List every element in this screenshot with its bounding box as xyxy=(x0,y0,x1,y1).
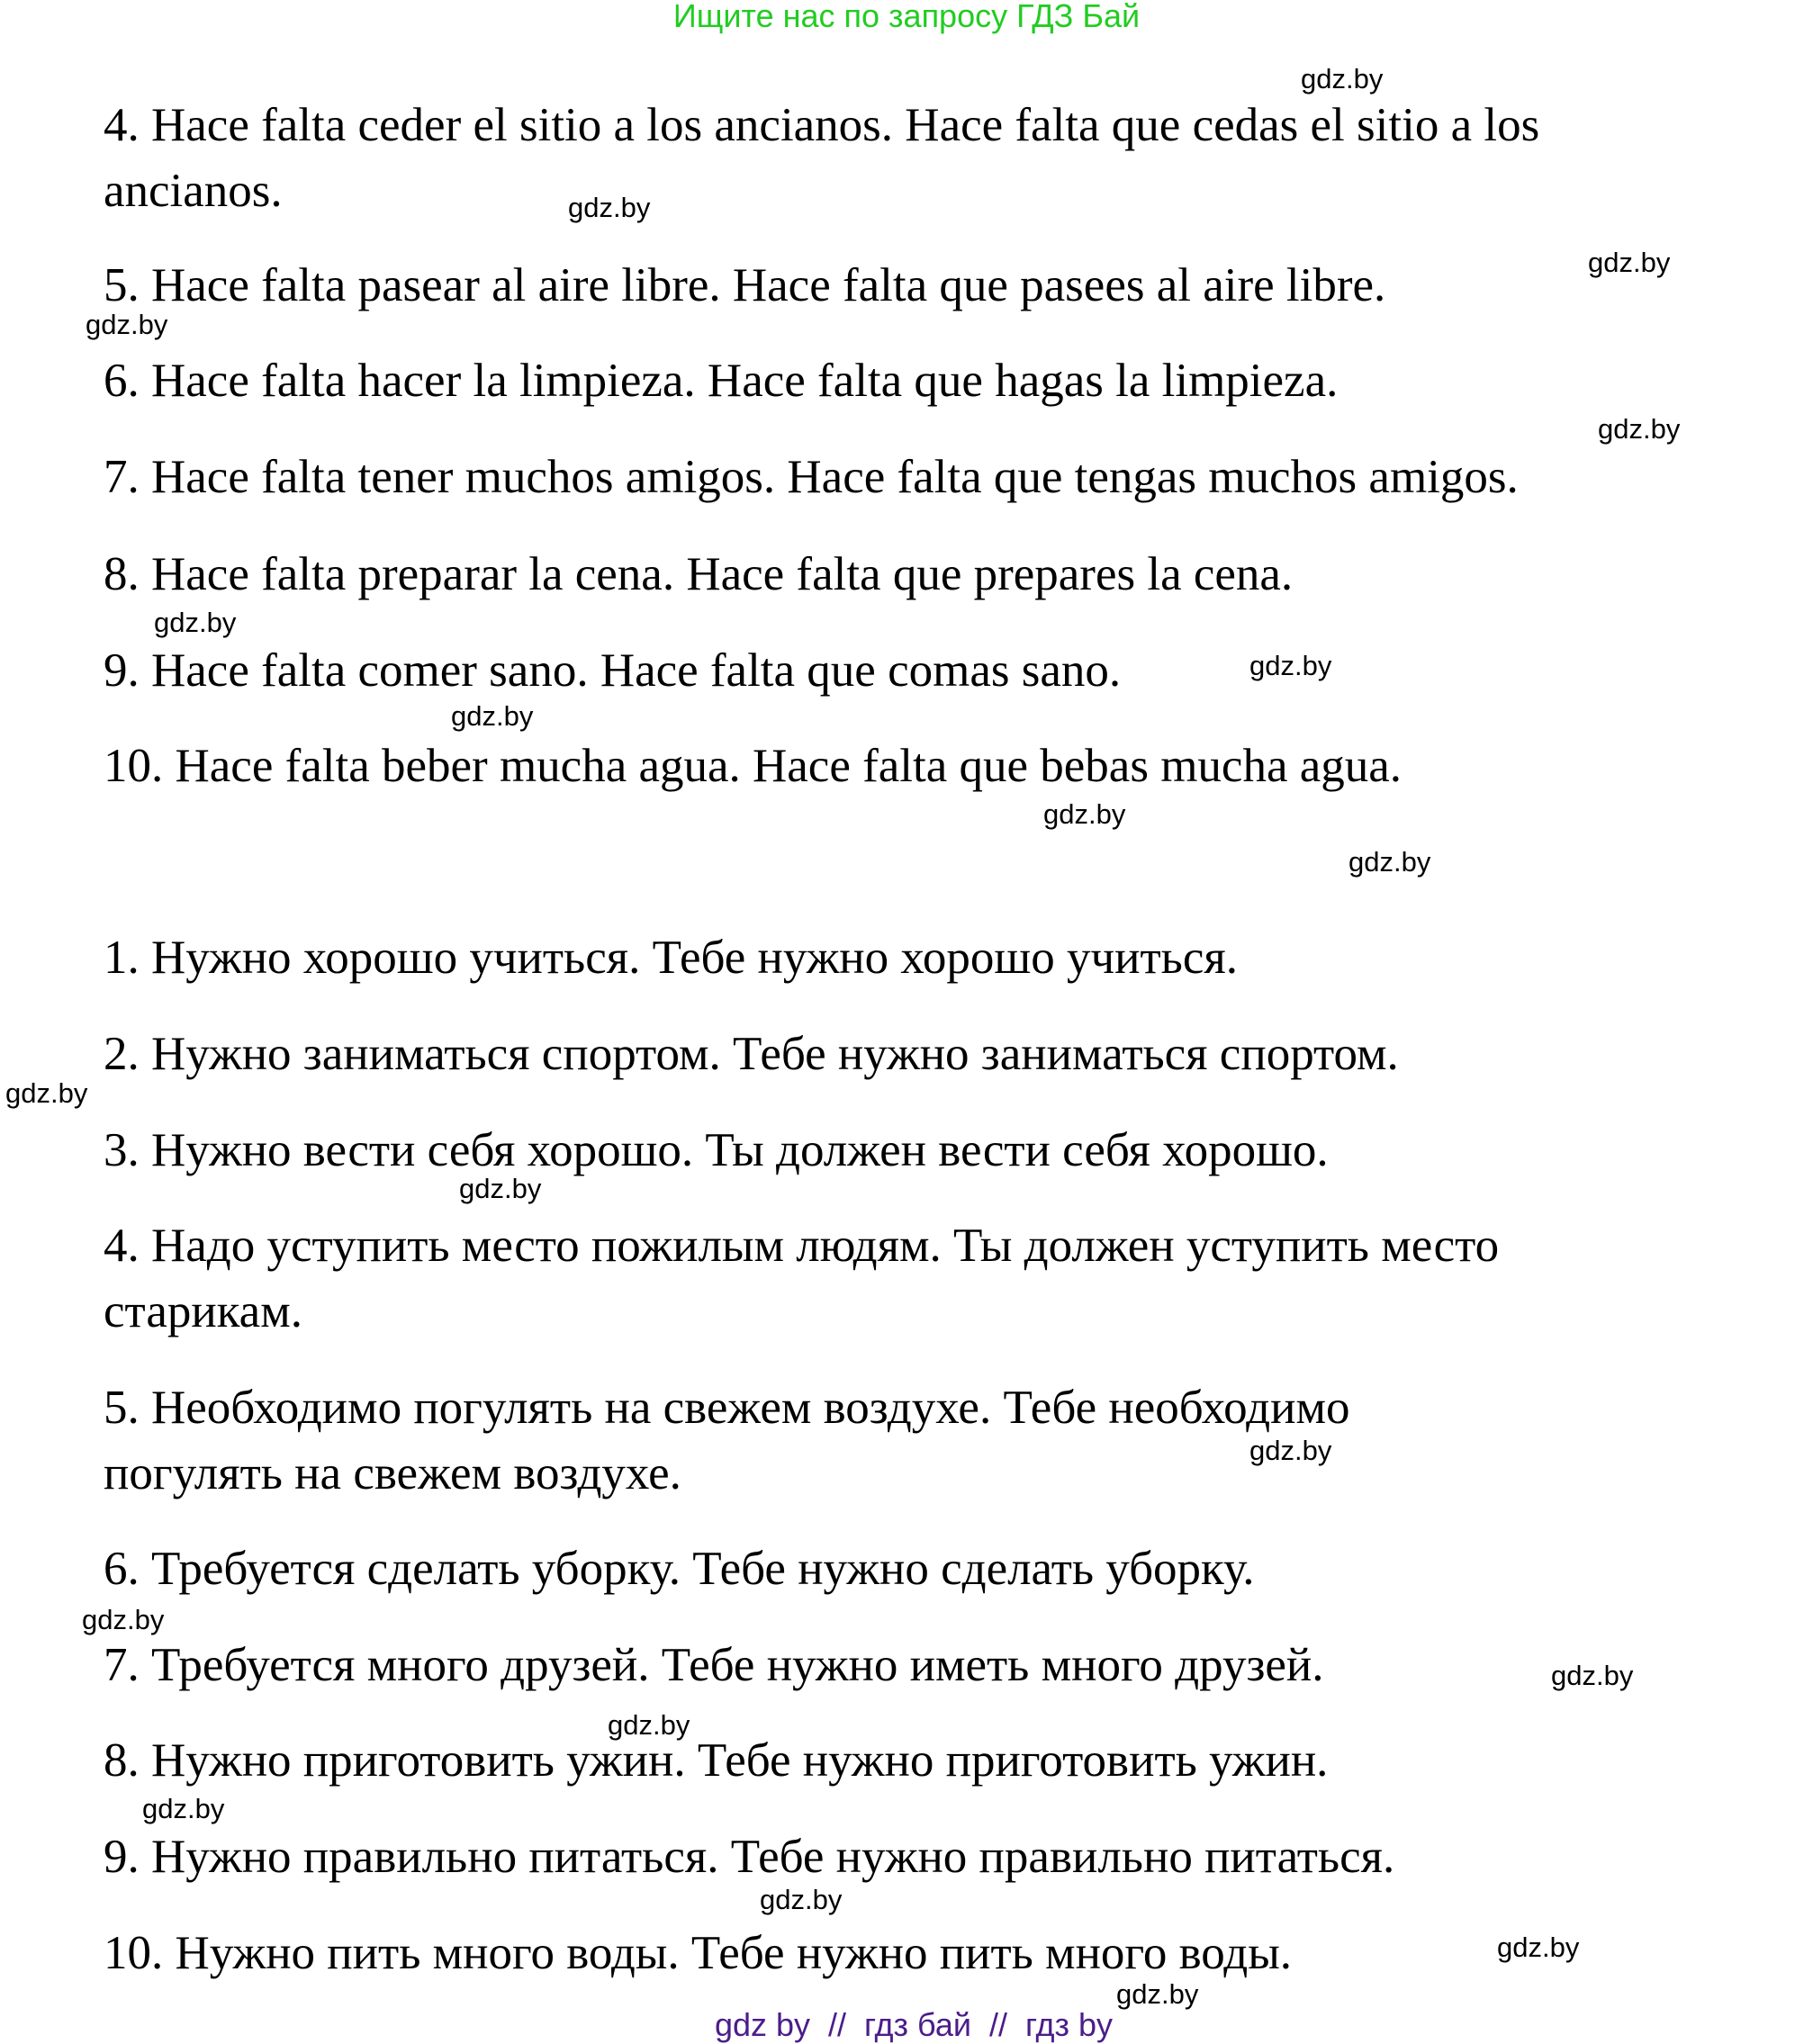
russian-line: 10. Нужно пить много воды. Тебе нужно пить много воды. xyxy=(104,1927,1293,1979)
spanish-line: 7. Hace falta tener muchos amigos. Hace falta que tengas muchos amigos. xyxy=(104,451,1519,503)
spanish-line: 6. Hace falta hacer la limpieza. Hace falta que hagas la limpieza. xyxy=(104,355,1339,407)
watermark: gdz.by xyxy=(1598,413,1681,445)
spanish-line: 5. Hace falta pasear al aire libre. Hace falta que pasees al aire libre. xyxy=(104,259,1386,311)
russian-line: 6. Требуется сделать уборку. Тебе нужно сделать уборку. xyxy=(104,1543,1255,1595)
watermark: gdz.by xyxy=(608,1709,690,1741)
watermark: gdz.by xyxy=(459,1173,542,1204)
watermark: gdz.by xyxy=(1301,63,1384,95)
russian-line: 5. Необходимо погулять на свежем воздухе. Тебе необходимо xyxy=(104,1382,1350,1434)
spanish-line: 4. Hace falta ceder el sitio a los ancianos. Hace falta que cedas el sitio a los xyxy=(104,99,1540,151)
watermark: gdz.by xyxy=(1551,1660,1634,1691)
watermark: gdz.by xyxy=(86,309,168,340)
watermark: gdz.by xyxy=(1116,1978,1199,2010)
watermark: gdz.by xyxy=(451,700,534,732)
watermark: gdz.by xyxy=(568,192,651,223)
russian-line: 7. Требуется много друзей. Тебе нужно иметь много друзей. xyxy=(104,1639,1324,1691)
watermark: gdz.by xyxy=(1497,1931,1580,1963)
watermark: gdz.by xyxy=(1249,1435,1332,1466)
watermark: gdz.by xyxy=(1249,650,1332,681)
russian-line: 9. Нужно правильно питаться. Тебе нужно правильно питаться. xyxy=(104,1831,1395,1883)
watermark: gdz.by xyxy=(154,607,237,638)
watermark: gdz.by xyxy=(1588,247,1671,278)
russian-line: старикам. xyxy=(104,1285,302,1337)
russian-line: 2. Нужно заниматься спортом. Тебе нужно заниматься спортом. xyxy=(104,1028,1399,1080)
spanish-line: 8. Hace falta preparar la cena. Hace falta que prepares la cena. xyxy=(104,548,1294,600)
watermark: gdz.by xyxy=(5,1077,88,1109)
watermark: gdz.by xyxy=(1348,846,1431,878)
search-banner: Ищите нас по запросу ГДЗ Бай xyxy=(672,0,1141,34)
russian-line: 1. Нужно хорошо учиться. Тебе нужно хорошо учиться. xyxy=(104,932,1238,984)
spanish-line: 10. Hace falta beber mucha agua. Hace falta que bebas mucha agua. xyxy=(104,740,1403,792)
watermark: gdz.by xyxy=(82,1604,165,1635)
russian-line: 3. Нужно вести себя хорошо. Ты должен вести себя хорошо. xyxy=(104,1124,1329,1176)
spanish-line: 9. Hace falta comer sano. Hace falta que comas sano. xyxy=(104,644,1122,697)
watermark: gdz.by xyxy=(760,1884,843,1915)
russian-line: 8. Нужно приготовить ужин. Тебе нужно приготовить ужин. xyxy=(104,1734,1329,1787)
watermark: gdz.by xyxy=(1043,798,1126,830)
footer-links: gdz by // гдз бай // гдз by xyxy=(714,2006,1114,2043)
russian-line: 4. Надо уступить место пожилым людям. Ты должен уступить место xyxy=(104,1220,1500,1272)
watermark: gdz.by xyxy=(142,1793,225,1824)
russian-line: погулять на свежем воздухе. xyxy=(104,1447,681,1499)
spanish-line: ancianos. xyxy=(104,165,283,217)
